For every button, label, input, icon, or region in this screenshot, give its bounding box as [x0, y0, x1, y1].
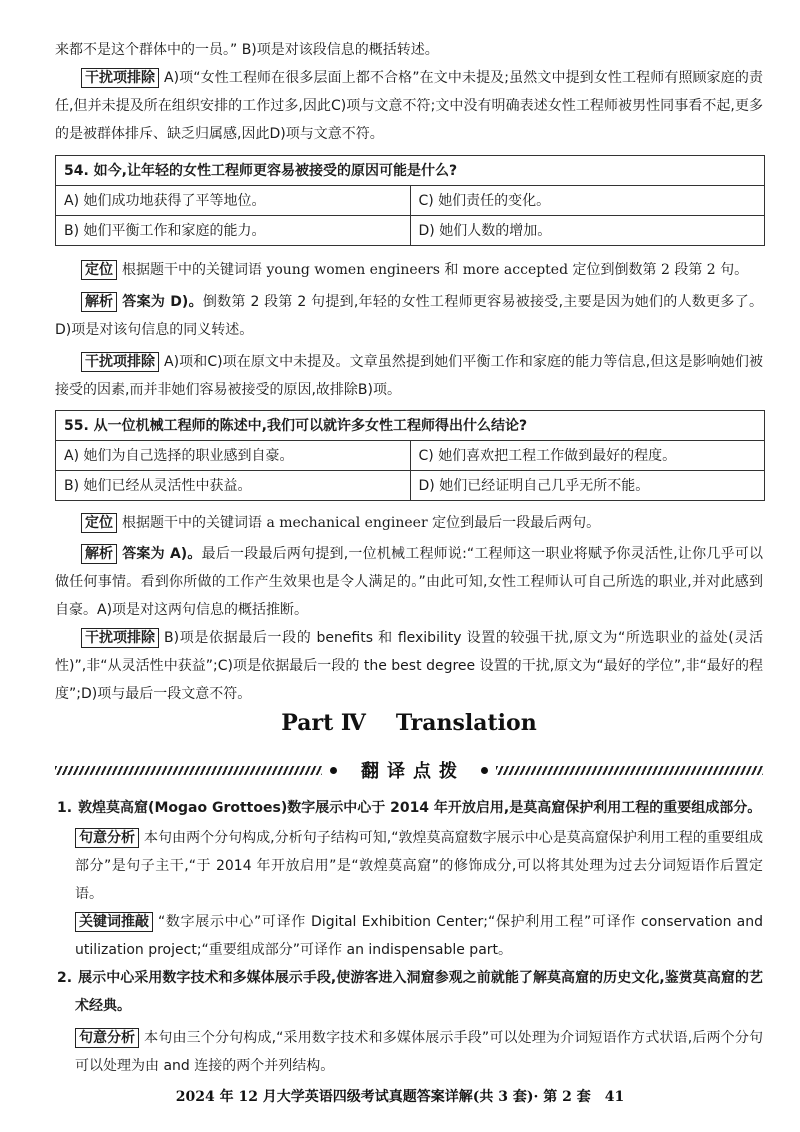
- section-heading: [55, 708, 763, 738]
- locate-text: 根据题干中的关键词语 a mechanical engineer 定位到最后一段最后两句。: [122, 515, 601, 531]
- locate-label: 定位: [81, 260, 117, 280]
- distractor-label: 干扰项排除: [81, 352, 159, 372]
- q55-question: 55. 从一位机械工程师的陈述中,我们可以就许多女性工程师得出什么结论?: [56, 411, 765, 441]
- page-number: 41: [604, 1089, 625, 1105]
- q54-option-a: A) 她们成功地获得了平等地位。: [56, 186, 411, 216]
- distractor-text: A)项和C)项在原文中未提及。文章虽然提到她们平衡工作和家庭的能力等信息,但这是影响她们被接受的因素,而并非她们容易被接受的原因,故排除B)项。: [55, 354, 763, 398]
- distractor-text: A)项“女性工程师在很多层面上都不合格”在文中未提及;虽然文中提到女性工程师有照顾家庭的责任,但并未提及所在组织安排的工作过多,因此C)项与文意不符;文中没有明确表述女性工程师被男性同事看不起,更多的是被群体排斥、缺乏归属感,因此D)项与文意不符。: [55, 70, 763, 142]
- q55-option-a: A) 她们为自己选择的职业感到自豪。: [56, 441, 411, 471]
- q54-options-row: [56, 216, 765, 246]
- q54-distractor-paragraph: [55, 348, 763, 404]
- q54-options-row: [56, 186, 765, 216]
- q55-option-b: B) 她们已经从灵活性中获益。: [56, 471, 411, 501]
- sentence-analysis-text: 本句由三个分句构成,“采用数字技术和多媒体展示手段”可以处理为介词短语作方式状语,后两个分句可以处理为由 and 连接的两个并列结构。: [75, 1030, 763, 1074]
- page-footer: [0, 1083, 800, 1111]
- distractor-label: 干扰项排除: [81, 628, 159, 648]
- distractor-text: B)项是依据最后一段的 benefits 和 flexibility 设置的较强干扰,原文为“所选职业的益处(灵活性)”,非“从灵活性中获益”;C)项是依据最后一段的 the best degree 设置的干扰,原文为“最好的学位”,非“最好的程度”;D)项与最后一段文意不符。: [55, 630, 763, 702]
- keywords-text: “数字展示中心”可译作 Digital Exhibition Center;“保护利用工程”可译作 conservation and utilization project;“重要组成部分”可译作 an indispensable part。: [75, 914, 763, 958]
- q55-options-row: [56, 471, 765, 501]
- q54-option-b: B) 她们平衡工作和家庭的能力。: [56, 216, 411, 246]
- q55-option-d: D) 她们已经证明自己几乎无所不能。: [410, 471, 765, 501]
- item-2-sentence-analysis: [75, 1024, 763, 1080]
- bullet-dot-icon: [330, 767, 337, 774]
- translation-item-1: [55, 794, 763, 822]
- q55-option-c: C) 她们喜欢把工程工作做到最好的程度。: [410, 441, 765, 471]
- answer-text: 答案为 D)。: [122, 294, 203, 310]
- translation-item-2: [55, 964, 763, 1020]
- analysis-text: 最后一段最后两句提到,一位机械工程师说:“工程师这一职业将赋予你灵活性,让你几乎可以做任何事情。看到你所做的工作产生效果也是令人满足的。”由此可知,女性工程师认可自己所选的职业,并对此感到自豪。A)项是对这两句信息的概括推断。: [55, 546, 764, 618]
- analysis-text: 倒数第 2 段第 2 句提到,年轻的女性工程师更容易被接受,主要是因为她们的人数更多了。D)项是对该句信息的同义转述。: [55, 294, 763, 338]
- q55-locate-paragraph: [55, 509, 763, 537]
- item-text: 展示中心采用数字技术和多媒体展示手段,使游客进入洞窟参观之前就能了解莫高窟的历史文化,鉴赏莫高窟的艺术经典。: [75, 970, 763, 1014]
- q55-options-row: [56, 441, 765, 471]
- footer-text: 2024 年 12 月大学英语四级考试真题答案详解(共 3 套)· 第 2 套: [175, 1089, 591, 1105]
- sentence-analysis-text: 本句由两个分句构成,分析句子结构可知,“敦煌莫高窟数字展示中心是莫高窟保护利用工程的重要组成部分”是句子主干,“于 2014 年开放启用”是“敦煌莫高窟”的修饰成分,可以将其处理为过去分词短语作后置定语。: [75, 830, 763, 902]
- q55-distractor-paragraph: [55, 624, 763, 708]
- q53-distractor-paragraph: [55, 64, 763, 148]
- q55-analysis-paragraph: [55, 540, 763, 624]
- page-content: [55, 36, 763, 1080]
- q54-table: [55, 155, 765, 246]
- locate-text: 根据题干中的关键词语 young women engineers 和 more accepted 定位到倒数第 2 段第 2 句。: [122, 262, 749, 278]
- q54-analysis-paragraph: [55, 288, 763, 344]
- distractor-label: 干扰项排除: [81, 68, 159, 88]
- hatch-decoration-right: [496, 766, 763, 775]
- item-number: 1.: [57, 800, 73, 816]
- q55-table: [55, 410, 765, 501]
- sentence-analysis-label: 句意分析: [75, 1028, 139, 1048]
- q55-question-row: [56, 411, 765, 441]
- answer-text: 答案为 A)。: [122, 546, 202, 562]
- item-text: 敦煌莫高窟(Mogao Grottoes)数字展示中心于 2014 年开放启用,是莫高窟保护利用工程的重要组成部分。: [78, 800, 762, 816]
- sentence-analysis-label: 句意分析: [75, 828, 139, 848]
- q54-question: 54. 如今,让年轻的女性工程师更容易被接受的原因可能是什么?: [56, 156, 765, 186]
- q54-question-row: [56, 156, 765, 186]
- item-1-keywords: [75, 908, 763, 964]
- q54-locate-paragraph: [55, 256, 763, 284]
- analysis-label: 解析: [81, 292, 117, 312]
- banner-title: 翻译点拨: [361, 761, 465, 782]
- hatch-decoration-left: [55, 766, 322, 775]
- section-part: Part Ⅳ: [281, 710, 366, 736]
- locate-label: 定位: [81, 513, 117, 533]
- item-1-sentence-analysis: [75, 824, 763, 908]
- section-title: Translation: [395, 710, 537, 736]
- keywords-label: 关键词推敲: [75, 912, 153, 932]
- q54-option-c: C) 她们责任的变化。: [410, 186, 765, 216]
- q54-option-d: D) 她们人数的增加。: [410, 216, 765, 246]
- continuation-paragraph: 来都不是这个群体中的一员。” B)项是对该段信息的概括转述。: [55, 42, 439, 58]
- bullet-dot-icon: [481, 767, 488, 774]
- section-banner: [55, 754, 763, 786]
- analysis-label: 解析: [81, 544, 117, 564]
- item-number: 2.: [57, 970, 73, 986]
